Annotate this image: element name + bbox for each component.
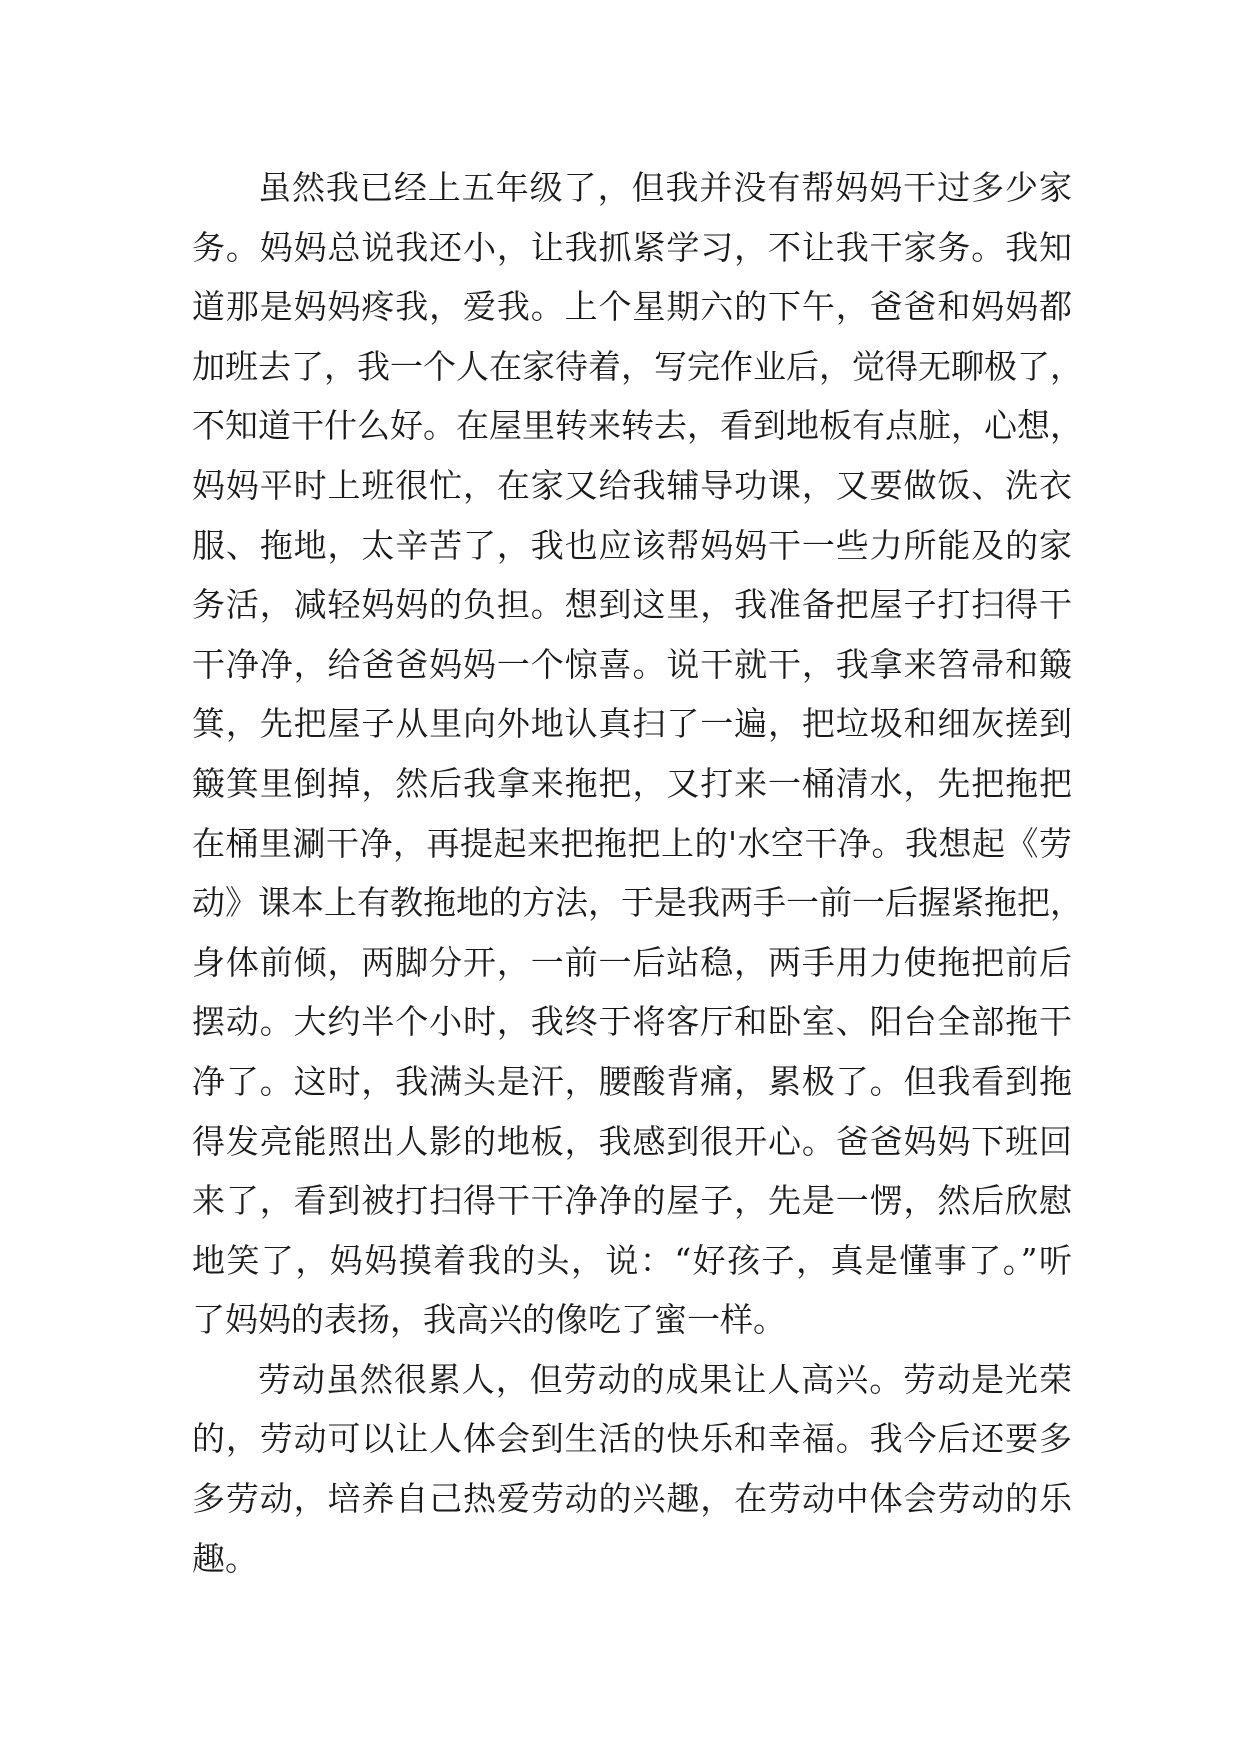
paragraph-line: 服、拖地，太辛苦了，我也应该帮妈妈干一些力所能及的家 <box>192 525 1072 565</box>
paragraph-line: 来了，看到被打扫得干干净净的屋子，先是一愣，然后欣慰 <box>192 1181 1072 1221</box>
paragraph-line: 趣。 <box>192 1538 258 1578</box>
paragraph-line: 务活，减轻妈妈的负担。想到这里，我准备把屋子打扫得干 <box>192 585 1072 625</box>
paragraph-line: 摆动。大约半个小时，我终于将客厅和卧室、阳台全部拖干 <box>192 1002 1072 1042</box>
paragraph-line: 多劳动，培养自己热爱劳动的兴趣，在劳动中体会劳动的乐 <box>192 1479 1072 1519</box>
paragraph-line: 妈妈平时上班很忙，在家又给我辅导功课，又要做饭、洗衣 <box>192 465 1072 505</box>
paragraph-line: 地笑了，妈妈摸着我的头，说：“好孩子，真是懂事了。”听 <box>192 1240 1072 1280</box>
paragraph-line: 动》课本上有教拖地的方法，于是我两手一前一后握紧拖把， <box>192 883 1083 923</box>
paragraph-line: 不知道干什么好。在屋里转来转去，看到地板有点脏，心想， <box>192 406 1083 446</box>
paragraph-line: 的，劳动可以让人体会到生活的快乐和幸福。我今后还要多 <box>192 1419 1072 1459</box>
paragraph-line: 簸箕里倒掉，然后我拿来拖把，又打来一桶清水，先把拖把 <box>192 763 1072 803</box>
paragraph-line: 在桶里涮干净，再提起来把拖把上的'水空干净。我想起《劳 <box>192 823 1072 863</box>
paragraph-line: 道那是妈妈疼我，爱我。上个星期六的下午，爸爸和妈妈都 <box>192 287 1072 327</box>
paragraph-line: 净了。这时，我满头是汗，腰酸背痛，累极了。但我看到拖 <box>192 1061 1072 1101</box>
essay-body <box>192 158 1083 1588</box>
paragraph-line: 箕，先把屋子从里向外地认真扫了一遍，把垃圾和细灰搓到 <box>192 704 1072 744</box>
paragraph-line: 虽然我已经上五年级了，但我并没有帮妈妈干过多少家 <box>258 168 1072 207</box>
paragraph-line: 务。妈妈总说我还小，让我抓紧学习，不让我干家务。我知 <box>192 227 1072 267</box>
paragraph-1 <box>192 158 1083 1350</box>
paragraph-line: 身体前倾，两脚分开，一前一后站稳，两手用力使拖把前后 <box>192 942 1072 982</box>
paragraph-2 <box>192 1350 1072 1588</box>
paragraph-line: 加班去了，我一个人在家待着，写完作业后，觉得无聊极了， <box>192 346 1083 386</box>
paragraph-line: 了妈妈的表扬，我高兴的像吃了蜜一样。 <box>192 1300 786 1340</box>
paragraph-line: 得发亮能照出人影的地板，我感到很开心。爸爸妈妈下班回 <box>192 1121 1072 1161</box>
paragraph-line: 干净净，给爸爸妈妈一个惊喜。说干就干，我拿来笤帚和簸 <box>192 644 1072 684</box>
paragraph-line: 劳动虽然很累人，但劳动的成果让人高兴。劳动是光荣 <box>258 1359 1072 1399</box>
